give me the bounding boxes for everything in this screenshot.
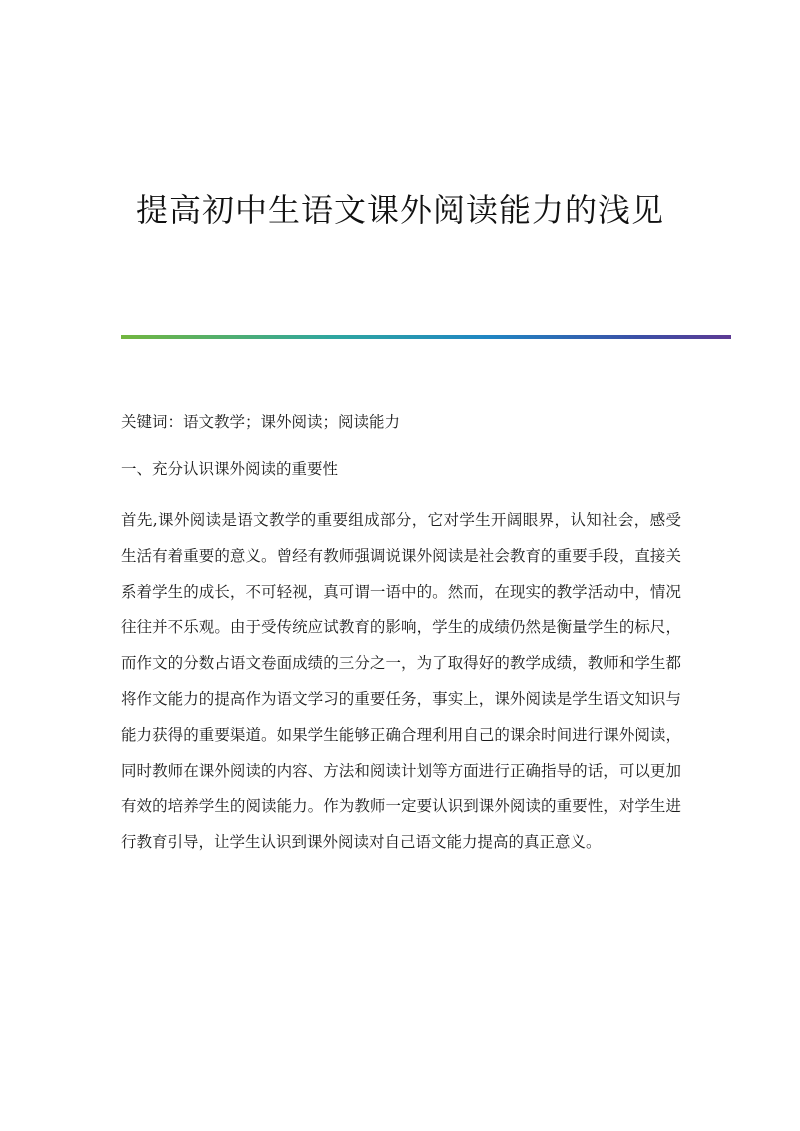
body-paragraph: 首先,课外阅读是语文教学的重要组成部分，它对学生开阔眼界，认知社会，感受生活有着重要的意义。曾经有教师强调说课外阅读是社会教育的重要手段，直接关系着学生的成长，不可轻视，真可谓一语中的。然而，在现实的教学活动中，情况往往并不乐观。由于受传统应试教育的影响，学生的成绩仍然是衡量学生的标尺，而作文的分数占语文卷面成绩的三分之一，为了取得好的教学成绩，教师和学生都将作文能力的提高作为语文学习的重要任务，事实上，课外阅读是学生语文知识与能力获得的重要渠道。如果学生能够正确合理利用自己的课余时间进行课外阅读，同时教师在课外阅读的内容、方法和阅读计划等方面进行正确指导的话，可以更加有效的培养学生的阅读能力。作为教师一定要认识到课外阅读的重要性，对学生进行教育引导，让学生认识到课外阅读对自己语文能力提高的真正意义。: [121, 511, 681, 852]
keywords-line: 关键词：语文教学；课外阅读；阅读能力: [121, 413, 401, 431]
document-body: [121, 408, 681, 861]
document-title: 提高初中生语文课外阅读能力的浅见: [135, 191, 664, 229]
section-heading: 一、充分认识课外阅读的重要性: [121, 460, 339, 478]
title-divider: [121, 335, 731, 339]
